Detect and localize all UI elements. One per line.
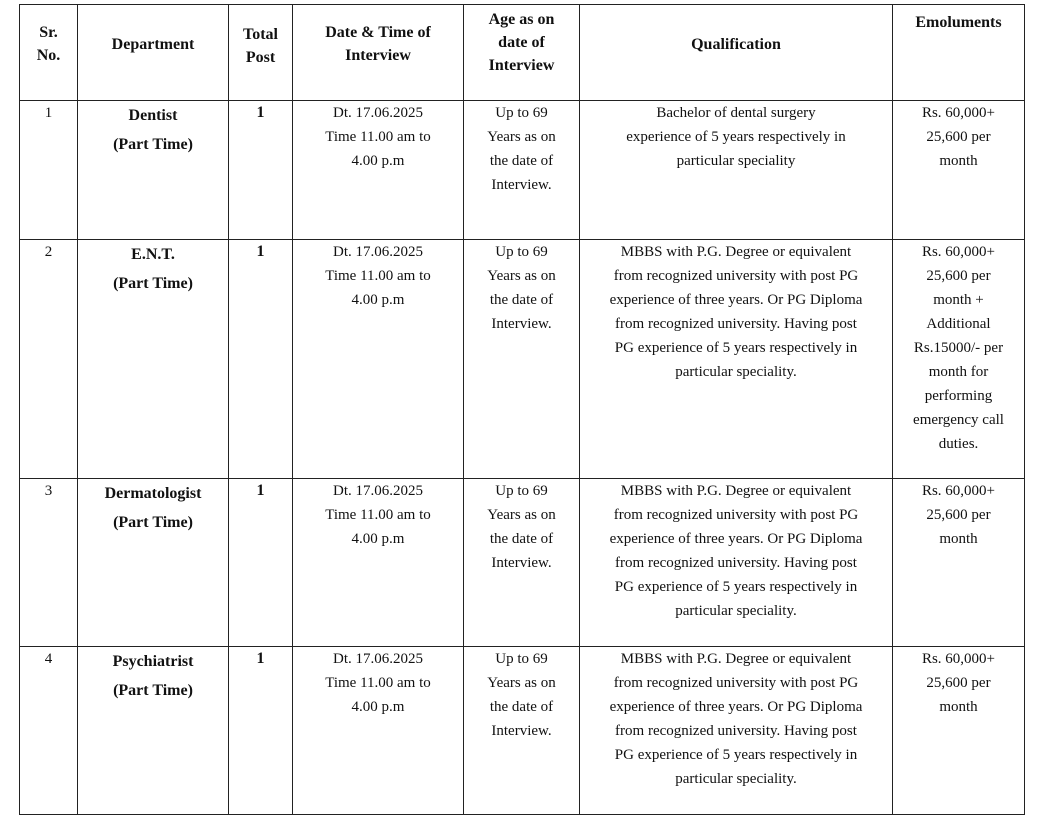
cell-department: [78, 240, 229, 479]
header-total-post: [229, 5, 293, 101]
age-line: Up to 69: [495, 483, 548, 499]
date-time-line: 4.00 p.m: [351, 292, 405, 308]
qualification-line: from recognized university. Having post: [615, 723, 857, 739]
cell-age: [464, 647, 580, 815]
cell-department: [78, 101, 229, 240]
cell-qualification: [580, 647, 893, 815]
qualification-line: experience of three years. Or PG Diploma: [609, 699, 863, 715]
department-name: Psychiatrist: [112, 653, 194, 670]
department-type: (Part Time): [113, 514, 193, 531]
table-row: [20, 240, 1025, 479]
age-line: Up to 69: [495, 651, 548, 667]
date-time-line: Dt. 17.06.2025: [333, 651, 423, 667]
emoluments-line: month: [939, 153, 978, 169]
emoluments-line: month for: [928, 364, 989, 380]
age-line: Interview.: [491, 316, 552, 332]
qualification-line: particular speciality.: [675, 364, 797, 380]
header-emoluments-label: Emoluments: [915, 14, 1002, 31]
cell-total-post: [229, 479, 293, 647]
department-name: E.N.T.: [131, 246, 175, 263]
header-sr-no: [20, 5, 78, 101]
date-time-line: Time 11.00 am to: [325, 675, 431, 691]
date-time-line: 4.00 p.m: [351, 531, 405, 547]
qualification-line: from recognized university with post PG: [613, 675, 859, 691]
qualification-line: MBBS with P.G. Degree or equivalent: [620, 244, 852, 260]
cell-age: [464, 479, 580, 647]
cell-qualification: [580, 101, 893, 240]
qualification-line: experience of 5 years respectively in: [626, 129, 846, 145]
emoluments-line: 25,600 per: [926, 675, 991, 691]
date-time-line: 4.00 p.m: [351, 153, 405, 169]
emoluments-line: Rs. 60,000+: [921, 244, 996, 260]
age-line: Up to 69: [495, 105, 548, 121]
total-post-value: 1: [256, 482, 265, 499]
table-row: [20, 647, 1025, 815]
header-qualification-label: Qualification: [691, 36, 781, 53]
header-age-line1: Age as on: [488, 11, 555, 28]
age-line: Years as on: [487, 675, 556, 691]
cell-qualification: [580, 479, 893, 647]
age-line: Interview.: [491, 723, 552, 739]
qualification-line: particular speciality.: [675, 771, 797, 787]
emoluments-line: duties.: [938, 436, 979, 452]
date-time-line: 4.00 p.m: [351, 699, 405, 715]
header-qualification: [580, 5, 893, 101]
qualification-line: PG experience of 5 years respectively in: [614, 579, 858, 595]
qualification-line: experience of three years. Or PG Diploma: [609, 292, 863, 308]
qualification-line: MBBS with P.G. Degree or equivalent: [620, 483, 852, 499]
qualification-line: PG experience of 5 years respectively in: [614, 340, 858, 356]
date-time-line: Dt. 17.06.2025: [333, 105, 423, 121]
cell-department: [78, 647, 229, 815]
cell-total-post: [229, 647, 293, 815]
cell-age: [464, 240, 580, 479]
emoluments-line: Rs. 60,000+: [921, 105, 996, 121]
qualification-line: from recognized university with post PG: [613, 268, 859, 284]
sr-no-value: 1: [44, 105, 53, 121]
age-line: the date of: [489, 292, 554, 308]
header-date-line2: Interview: [345, 47, 411, 64]
cell-date-time: [293, 647, 464, 815]
total-post-value: 1: [256, 104, 265, 121]
header-age: [464, 5, 580, 101]
date-time-line: Dt. 17.06.2025: [333, 483, 423, 499]
cell-date-time: [293, 479, 464, 647]
emoluments-line: 25,600 per: [926, 507, 991, 523]
cell-age: [464, 101, 580, 240]
header-sr-line2: No.: [36, 47, 61, 64]
cell-qualification: [580, 240, 893, 479]
header-post-line2: Post: [245, 49, 276, 66]
emoluments-line: month: [939, 531, 978, 547]
qualification-line: MBBS with P.G. Degree or equivalent: [620, 651, 852, 667]
sr-no-value: 3: [44, 483, 53, 499]
cell-sr-no: [20, 479, 78, 647]
table-body: [20, 101, 1025, 815]
header-department: [78, 5, 229, 101]
cell-emoluments: [893, 647, 1025, 815]
cell-emoluments: [893, 240, 1025, 479]
cell-sr-no: [20, 101, 78, 240]
recruitment-table: [19, 4, 1025, 815]
age-line: Interview.: [491, 177, 552, 193]
age-line: Years as on: [487, 507, 556, 523]
emoluments-line: Rs. 60,000+: [921, 651, 996, 667]
cell-sr-no: [20, 240, 78, 479]
qualification-line: Bachelor of dental surgery: [656, 105, 816, 121]
table-row: [20, 479, 1025, 647]
total-post-value: 1: [256, 650, 265, 667]
age-line: the date of: [489, 531, 554, 547]
cell-department: [78, 479, 229, 647]
cell-sr-no: [20, 647, 78, 815]
department-name: Dentist: [128, 107, 178, 124]
header-row: [20, 5, 1025, 101]
header-date-time: [293, 5, 464, 101]
department-type: (Part Time): [113, 682, 193, 699]
qualification-line: particular speciality.: [675, 603, 797, 619]
department-type: (Part Time): [113, 275, 193, 292]
emoluments-line: Rs.15000/- per: [913, 340, 1004, 356]
emoluments-line: month +: [933, 292, 984, 308]
header-sr-line1: Sr.: [39, 24, 58, 41]
header-post-line1: Total: [243, 26, 278, 43]
department-type: (Part Time): [113, 136, 193, 153]
qualification-line: from recognized university. Having post: [615, 555, 857, 571]
header-age-line2: date of: [498, 34, 545, 51]
age-line: Years as on: [487, 129, 556, 145]
emoluments-line: 25,600 per: [926, 129, 991, 145]
header-department-label: Department: [111, 36, 195, 53]
total-post-value: 1: [256, 243, 265, 260]
emoluments-line: emergency call: [913, 412, 1004, 428]
header-date-line1: Date & Time of: [325, 24, 431, 41]
qualification-line: particular speciality: [676, 153, 796, 169]
emoluments-line: performing: [924, 388, 993, 404]
qualification-line: PG experience of 5 years respectively in: [614, 747, 858, 763]
age-line: Interview.: [491, 555, 552, 571]
age-line: the date of: [489, 699, 554, 715]
department-name: Dermatologist: [104, 485, 202, 502]
cell-total-post: [229, 240, 293, 479]
header-age-line3: Interview: [488, 57, 555, 74]
sr-no-value: 4: [44, 651, 53, 667]
cell-emoluments: [893, 101, 1025, 240]
qualification-line: experience of three years. Or PG Diploma: [609, 531, 863, 547]
date-time-line: Time 11.00 am to: [325, 507, 431, 523]
emoluments-line: month: [939, 699, 978, 715]
date-time-line: Time 11.00 am to: [325, 268, 431, 284]
emoluments-line: 25,600 per: [926, 268, 991, 284]
cell-date-time: [293, 240, 464, 479]
age-line: the date of: [489, 153, 554, 169]
date-time-line: Time 11.00 am to: [325, 129, 431, 145]
table-row: [20, 101, 1025, 240]
cell-total-post: [229, 101, 293, 240]
sr-no-value: 2: [44, 244, 53, 260]
date-time-line: Dt. 17.06.2025: [333, 244, 423, 260]
emoluments-line: Additional: [926, 316, 991, 332]
age-line: Up to 69: [495, 244, 548, 260]
emoluments-line: Rs. 60,000+: [921, 483, 996, 499]
cell-date-time: [293, 101, 464, 240]
age-line: Years as on: [487, 268, 556, 284]
qualification-line: from recognized university. Having post: [615, 316, 857, 332]
cell-emoluments: [893, 479, 1025, 647]
header-emoluments: [893, 5, 1025, 101]
qualification-line: from recognized university with post PG: [613, 507, 859, 523]
